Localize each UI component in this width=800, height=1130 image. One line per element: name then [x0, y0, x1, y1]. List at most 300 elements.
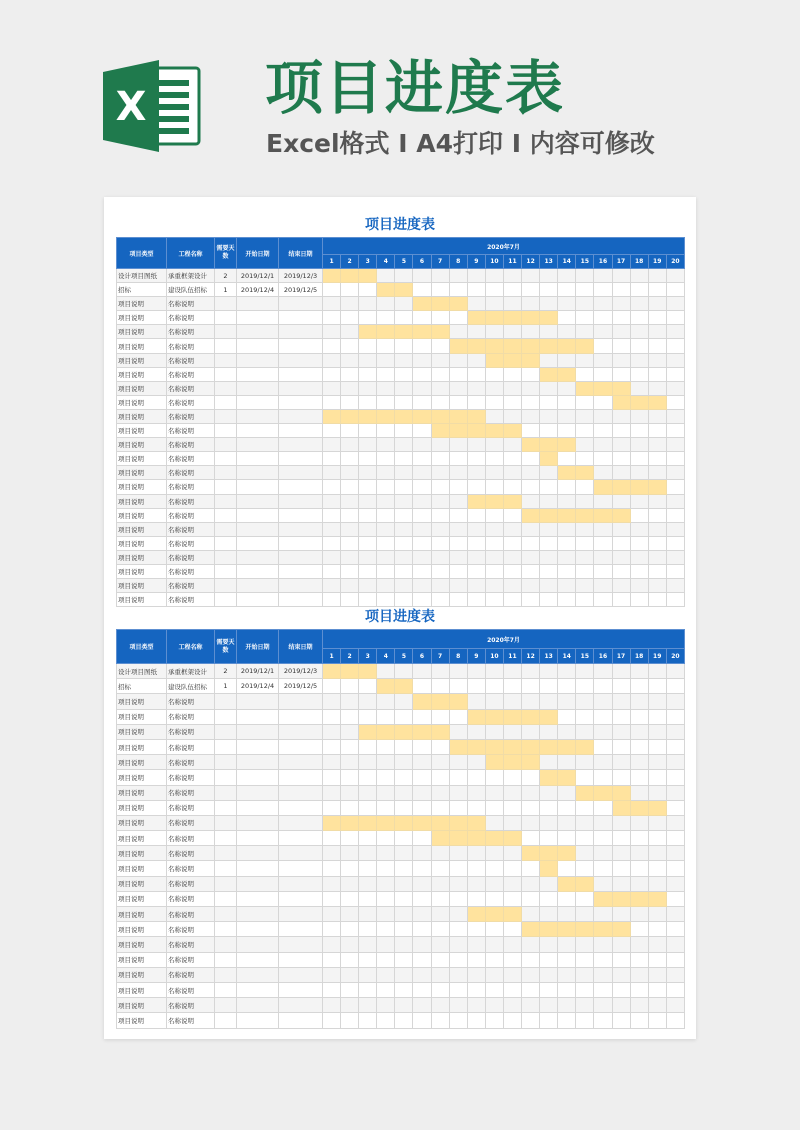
day-cell[interactable] [540, 724, 558, 739]
day-cell[interactable] [630, 967, 648, 982]
day-cell[interactable] [630, 937, 648, 952]
day-cell[interactable] [377, 424, 395, 438]
gantt-bar-cell[interactable] [377, 815, 395, 830]
day-cell[interactable] [522, 891, 540, 906]
gantt-bar-cell[interactable] [503, 494, 521, 508]
day-cell[interactable] [413, 283, 431, 297]
day-cell[interactable] [630, 739, 648, 754]
gantt-bar-cell[interactable] [630, 891, 648, 906]
gantt-bar-cell[interactable] [359, 815, 377, 830]
day-cell[interactable] [576, 709, 594, 724]
day-cell[interactable] [576, 550, 594, 564]
gantt-bar-cell[interactable] [503, 339, 521, 353]
cell-days[interactable]: 2 [215, 269, 237, 283]
cell-type[interactable]: 项目说明 [117, 579, 167, 593]
day-cell[interactable] [395, 339, 413, 353]
day-cell[interactable] [558, 409, 576, 423]
cell-days[interactable] [215, 536, 237, 550]
day-cell[interactable] [558, 755, 576, 770]
day-cell[interactable] [666, 339, 684, 353]
cell-start[interactable] [237, 480, 279, 494]
day-cell[interactable] [449, 709, 467, 724]
cell-end[interactable] [279, 739, 323, 754]
gantt-bar-cell[interactable] [540, 922, 558, 937]
day-cell[interactable] [540, 297, 558, 311]
day-cell[interactable] [359, 550, 377, 564]
gantt-bar-cell[interactable] [467, 739, 485, 754]
gantt-bar-cell[interactable] [323, 664, 341, 679]
day-cell[interactable] [341, 508, 359, 522]
day-cell[interactable] [666, 922, 684, 937]
day-cell[interactable] [558, 709, 576, 724]
day-cell[interactable] [449, 283, 467, 297]
day-cell[interactable] [395, 395, 413, 409]
day-cell[interactable] [594, 982, 612, 997]
day-cell[interactable] [341, 755, 359, 770]
cell-name[interactable]: 名称说明 [167, 325, 215, 339]
day-cell[interactable] [594, 998, 612, 1013]
gantt-bar-cell[interactable] [341, 664, 359, 679]
day-cell[interactable] [323, 891, 341, 906]
day-cell[interactable] [666, 395, 684, 409]
day-cell[interactable] [359, 861, 377, 876]
day-cell[interactable] [648, 494, 666, 508]
day-cell[interactable] [558, 891, 576, 906]
day-cell[interactable] [522, 424, 540, 438]
day-cell[interactable] [576, 967, 594, 982]
cell-start[interactable] [237, 952, 279, 967]
gantt-bar-cell[interactable] [558, 367, 576, 381]
day-cell[interactable] [594, 522, 612, 536]
day-cell[interactable] [594, 664, 612, 679]
day-cell[interactable] [558, 694, 576, 709]
day-cell[interactable] [612, 550, 630, 564]
day-cell[interactable] [359, 831, 377, 846]
day-cell[interactable] [413, 922, 431, 937]
gantt-bar-cell[interactable] [467, 424, 485, 438]
day-cell[interactable] [323, 452, 341, 466]
gantt-bar-cell[interactable] [359, 409, 377, 423]
cell-end[interactable] [279, 508, 323, 522]
day-cell[interactable] [359, 522, 377, 536]
day-cell[interactable] [377, 1013, 395, 1028]
day-cell[interactable] [449, 861, 467, 876]
day-cell[interactable] [449, 522, 467, 536]
day-cell[interactable] [413, 664, 431, 679]
day-cell[interactable] [522, 452, 540, 466]
day-cell[interactable] [522, 907, 540, 922]
day-cell[interactable] [503, 876, 521, 891]
day-cell[interactable] [395, 466, 413, 480]
cell-name[interactable]: 名称说明 [167, 550, 215, 564]
day-cell[interactable] [576, 831, 594, 846]
day-cell[interactable] [395, 876, 413, 891]
day-cell[interactable] [630, 409, 648, 423]
gantt-bar-cell[interactable] [594, 922, 612, 937]
day-cell[interactable] [341, 709, 359, 724]
cell-start[interactable] [237, 724, 279, 739]
day-cell[interactable] [522, 876, 540, 891]
day-cell[interactable] [413, 381, 431, 395]
day-cell[interactable] [467, 755, 485, 770]
cell-days[interactable] [215, 381, 237, 395]
cell-type[interactable]: 项目说明 [117, 424, 167, 438]
cell-type[interactable]: 项目说明 [117, 395, 167, 409]
cell-name[interactable]: 名称说明 [167, 982, 215, 997]
day-cell[interactable] [666, 522, 684, 536]
day-cell[interactable] [395, 1013, 413, 1028]
day-cell[interactable] [612, 770, 630, 785]
day-cell[interactable] [503, 861, 521, 876]
day-cell[interactable] [395, 998, 413, 1013]
day-cell[interactable] [341, 982, 359, 997]
cell-name[interactable]: 名称说明 [167, 424, 215, 438]
day-cell[interactable] [341, 831, 359, 846]
cell-name[interactable]: 名称说明 [167, 724, 215, 739]
day-cell[interactable] [323, 564, 341, 578]
day-cell[interactable] [630, 283, 648, 297]
day-cell[interactable] [377, 785, 395, 800]
day-cell[interactable] [341, 739, 359, 754]
day-cell[interactable] [431, 353, 449, 367]
day-cell[interactable] [359, 922, 377, 937]
day-cell[interactable] [467, 770, 485, 785]
day-cell[interactable] [594, 466, 612, 480]
day-cell[interactable] [540, 755, 558, 770]
day-cell[interactable] [431, 755, 449, 770]
day-cell[interactable] [467, 982, 485, 997]
day-cell[interactable] [323, 1013, 341, 1028]
cell-days[interactable] [215, 709, 237, 724]
day-cell[interactable] [413, 937, 431, 952]
day-cell[interactable] [449, 536, 467, 550]
day-cell[interactable] [413, 311, 431, 325]
day-cell[interactable] [485, 536, 503, 550]
day-cell[interactable] [630, 550, 648, 564]
day-cell[interactable] [503, 480, 521, 494]
cell-name[interactable]: 承重框架设计 [167, 664, 215, 679]
cell-start[interactable] [237, 579, 279, 593]
day-cell[interactable] [431, 466, 449, 480]
cell-days[interactable]: 1 [215, 679, 237, 694]
cell-type[interactable]: 项目说明 [117, 998, 167, 1013]
day-cell[interactable] [359, 564, 377, 578]
cell-days[interactable] [215, 770, 237, 785]
gantt-bar-cell[interactable] [395, 679, 413, 694]
cell-type[interactable]: 项目说明 [117, 466, 167, 480]
day-cell[interactable] [612, 664, 630, 679]
day-cell[interactable] [612, 452, 630, 466]
day-cell[interactable] [485, 724, 503, 739]
day-cell[interactable] [341, 381, 359, 395]
gantt-bar-cell[interactable] [540, 438, 558, 452]
cell-start[interactable] [237, 367, 279, 381]
cell-start[interactable] [237, 1013, 279, 1028]
day-cell[interactable] [395, 353, 413, 367]
cell-end[interactable] [279, 536, 323, 550]
day-cell[interactable] [413, 395, 431, 409]
day-cell[interactable] [648, 283, 666, 297]
gantt-bar-cell[interactable] [485, 494, 503, 508]
day-cell[interactable] [666, 353, 684, 367]
cell-name[interactable]: 名称说明 [167, 339, 215, 353]
day-cell[interactable] [612, 283, 630, 297]
gantt-bar-cell[interactable] [377, 679, 395, 694]
day-cell[interactable] [558, 283, 576, 297]
day-cell[interactable] [395, 831, 413, 846]
cell-type[interactable]: 项目说明 [117, 907, 167, 922]
day-cell[interactable] [467, 508, 485, 522]
day-cell[interactable] [612, 952, 630, 967]
day-cell[interactable] [576, 395, 594, 409]
day-cell[interactable] [413, 739, 431, 754]
day-cell[interactable] [630, 709, 648, 724]
cell-type[interactable]: 项目说明 [117, 550, 167, 564]
cell-days[interactable] [215, 564, 237, 578]
day-cell[interactable] [323, 311, 341, 325]
day-cell[interactable] [431, 770, 449, 785]
day-cell[interactable] [467, 1013, 485, 1028]
gantt-bar-cell[interactable] [594, 381, 612, 395]
day-cell[interactable] [323, 679, 341, 694]
day-cell[interactable] [648, 664, 666, 679]
cell-end[interactable] [279, 339, 323, 353]
day-cell[interactable] [630, 536, 648, 550]
gantt-bar-cell[interactable] [485, 831, 503, 846]
day-cell[interactable] [323, 480, 341, 494]
day-cell[interactable] [413, 466, 431, 480]
day-cell[interactable] [558, 982, 576, 997]
cell-days[interactable]: 1 [215, 283, 237, 297]
gantt-bar-cell[interactable] [431, 409, 449, 423]
day-cell[interactable] [377, 755, 395, 770]
gantt-bar-cell[interactable] [522, 353, 540, 367]
day-cell[interactable] [630, 579, 648, 593]
day-cell[interactable] [648, 522, 666, 536]
day-cell[interactable] [377, 522, 395, 536]
day-cell[interactable] [612, 438, 630, 452]
cell-type[interactable]: 设计项目图纸 [117, 664, 167, 679]
day-cell[interactable] [503, 438, 521, 452]
day-cell[interactable] [413, 522, 431, 536]
day-cell[interactable] [323, 694, 341, 709]
day-cell[interactable] [377, 339, 395, 353]
day-cell[interactable] [485, 922, 503, 937]
day-cell[interactable] [323, 395, 341, 409]
day-cell[interactable] [594, 815, 612, 830]
day-cell[interactable] [467, 438, 485, 452]
day-cell[interactable] [612, 297, 630, 311]
day-cell[interactable] [377, 297, 395, 311]
day-cell[interactable] [359, 536, 377, 550]
day-cell[interactable] [558, 937, 576, 952]
day-cell[interactable] [359, 353, 377, 367]
day-cell[interactable] [522, 679, 540, 694]
day-cell[interactable] [503, 536, 521, 550]
day-cell[interactable] [648, 325, 666, 339]
day-cell[interactable] [612, 739, 630, 754]
cell-days[interactable] [215, 452, 237, 466]
day-cell[interactable] [630, 982, 648, 997]
cell-days[interactable] [215, 876, 237, 891]
cell-end[interactable] [279, 297, 323, 311]
day-cell[interactable] [449, 480, 467, 494]
day-cell[interactable] [485, 283, 503, 297]
day-cell[interactable] [558, 325, 576, 339]
day-cell[interactable] [395, 480, 413, 494]
day-cell[interactable] [576, 664, 594, 679]
day-cell[interactable] [485, 438, 503, 452]
day-cell[interactable] [323, 579, 341, 593]
gantt-bar-cell[interactable] [377, 325, 395, 339]
cell-name[interactable]: 名称说明 [167, 831, 215, 846]
day-cell[interactable] [522, 466, 540, 480]
day-cell[interactable] [540, 381, 558, 395]
day-cell[interactable] [666, 466, 684, 480]
day-cell[interactable] [503, 395, 521, 409]
day-cell[interactable] [449, 579, 467, 593]
day-cell[interactable] [431, 785, 449, 800]
day-cell[interactable] [612, 522, 630, 536]
cell-start[interactable] [237, 998, 279, 1013]
day-cell[interactable] [576, 998, 594, 1013]
day-cell[interactable] [431, 269, 449, 283]
day-cell[interactable] [522, 800, 540, 815]
cell-days[interactable] [215, 297, 237, 311]
day-cell[interactable] [377, 982, 395, 997]
day-cell[interactable] [648, 846, 666, 861]
day-cell[interactable] [431, 891, 449, 906]
day-cell[interactable] [503, 409, 521, 423]
day-cell[interactable] [359, 579, 377, 593]
day-cell[interactable] [666, 367, 684, 381]
day-cell[interactable] [540, 800, 558, 815]
gantt-bar-cell[interactable] [377, 283, 395, 297]
day-cell[interactable] [503, 967, 521, 982]
cell-type[interactable]: 项目说明 [117, 438, 167, 452]
day-cell[interactable] [431, 967, 449, 982]
gantt-bar-cell[interactable] [503, 755, 521, 770]
day-cell[interactable] [341, 550, 359, 564]
day-cell[interactable] [594, 297, 612, 311]
day-cell[interactable] [359, 709, 377, 724]
day-cell[interactable] [558, 297, 576, 311]
cell-end[interactable] [279, 311, 323, 325]
day-cell[interactable] [341, 297, 359, 311]
day-cell[interactable] [594, 311, 612, 325]
day-cell[interactable] [594, 755, 612, 770]
day-cell[interactable] [666, 907, 684, 922]
day-cell[interactable] [449, 564, 467, 578]
cell-type[interactable]: 项目说明 [117, 785, 167, 800]
day-cell[interactable] [413, 846, 431, 861]
day-cell[interactable] [540, 424, 558, 438]
day-cell[interactable] [666, 876, 684, 891]
cell-days[interactable] [215, 739, 237, 754]
day-cell[interactable] [522, 724, 540, 739]
day-cell[interactable] [395, 739, 413, 754]
day-cell[interactable] [395, 952, 413, 967]
day-cell[interactable] [449, 353, 467, 367]
cell-start[interactable] [237, 339, 279, 353]
gantt-bar-cell[interactable] [612, 922, 630, 937]
cell-type[interactable]: 项目说明 [117, 452, 167, 466]
day-cell[interactable] [666, 739, 684, 754]
day-cell[interactable] [377, 800, 395, 815]
day-cell[interactable] [431, 395, 449, 409]
day-cell[interactable] [630, 564, 648, 578]
day-cell[interactable] [594, 907, 612, 922]
cell-start[interactable] [237, 891, 279, 906]
cell-type[interactable]: 招标 [117, 679, 167, 694]
day-cell[interactable] [413, 982, 431, 997]
day-cell[interactable] [612, 998, 630, 1013]
day-cell[interactable] [648, 381, 666, 395]
day-cell[interactable] [594, 876, 612, 891]
day-cell[interactable] [431, 494, 449, 508]
day-cell[interactable] [666, 494, 684, 508]
day-cell[interactable] [413, 785, 431, 800]
day-cell[interactable] [359, 438, 377, 452]
day-cell[interactable] [540, 353, 558, 367]
cell-end[interactable] [279, 522, 323, 536]
day-cell[interactable] [540, 831, 558, 846]
day-cell[interactable] [648, 694, 666, 709]
day-cell[interactable] [359, 466, 377, 480]
gantt-bar-cell[interactable] [485, 709, 503, 724]
gantt-bar-cell[interactable] [540, 861, 558, 876]
day-cell[interactable] [449, 891, 467, 906]
day-cell[interactable] [666, 755, 684, 770]
day-cell[interactable] [666, 861, 684, 876]
gantt-bar-cell[interactable] [341, 409, 359, 423]
gantt-bar-cell[interactable] [576, 785, 594, 800]
gantt-bar-cell[interactable] [576, 339, 594, 353]
day-cell[interactable] [540, 550, 558, 564]
cell-name[interactable]: 名称说明 [167, 967, 215, 982]
cell-type[interactable]: 项目说明 [117, 367, 167, 381]
day-cell[interactable] [522, 494, 540, 508]
day-cell[interactable] [666, 800, 684, 815]
cell-days[interactable] [215, 937, 237, 952]
cell-start[interactable] [237, 438, 279, 452]
day-cell[interactable] [323, 353, 341, 367]
gantt-bar-cell[interactable] [431, 325, 449, 339]
cell-name[interactable]: 名称说明 [167, 480, 215, 494]
cell-end[interactable] [279, 998, 323, 1013]
day-cell[interactable] [630, 522, 648, 536]
day-cell[interactable] [503, 694, 521, 709]
cell-end[interactable]: 2019/12/5 [279, 283, 323, 297]
day-cell[interactable] [558, 1013, 576, 1028]
day-cell[interactable] [467, 297, 485, 311]
cell-name[interactable]: 名称说明 [167, 709, 215, 724]
day-cell[interactable] [395, 664, 413, 679]
day-cell[interactable] [413, 967, 431, 982]
day-cell[interactable] [522, 694, 540, 709]
day-cell[interactable] [558, 564, 576, 578]
cell-type[interactable]: 项目说明 [117, 982, 167, 997]
day-cell[interactable] [395, 452, 413, 466]
cell-end[interactable] [279, 409, 323, 423]
day-cell[interactable] [449, 381, 467, 395]
cell-start[interactable]: 2019/12/4 [237, 283, 279, 297]
day-cell[interactable] [503, 508, 521, 522]
gantt-bar-cell[interactable] [323, 815, 341, 830]
day-cell[interactable] [576, 861, 594, 876]
cell-end[interactable] [279, 494, 323, 508]
cell-days[interactable] [215, 579, 237, 593]
